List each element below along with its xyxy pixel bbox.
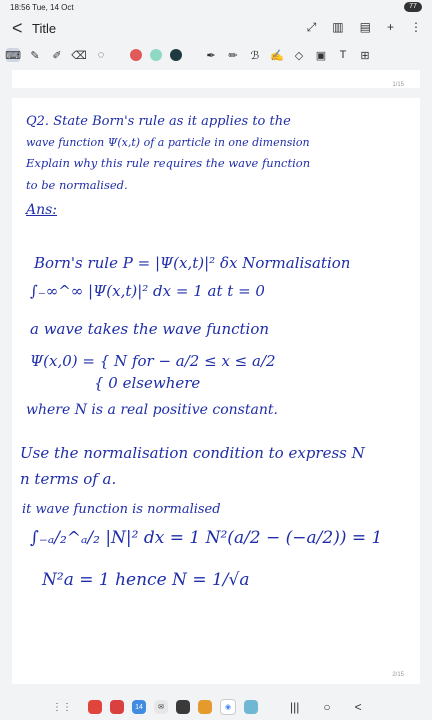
answer-line-6: where N is a real positive constant. bbox=[26, 402, 278, 418]
header-actions bbox=[307, 20, 422, 35]
add-icon[interactable]: + bbox=[386, 20, 394, 34]
app-icon-2[interactable] bbox=[110, 700, 124, 714]
marker-icon[interactable]: ✍ bbox=[270, 49, 284, 62]
answer-line-9: it wave function is normalised bbox=[22, 502, 221, 517]
eraser-icon[interactable]: ⌫ bbox=[71, 49, 87, 62]
pen-style-icon[interactable]: ✒ bbox=[206, 49, 216, 62]
back-nav-button[interactable]: < bbox=[354, 700, 362, 714]
recents-button[interactable]: ||| bbox=[290, 700, 300, 714]
app-icon-8[interactable] bbox=[244, 700, 258, 714]
image-icon[interactable]: ▣ bbox=[315, 49, 327, 62]
app-icon-1[interactable] bbox=[88, 700, 102, 714]
battery-icon: 77 bbox=[404, 2, 422, 12]
status-time: 18:56 Tue, 14 Oct bbox=[10, 3, 74, 12]
note-page-2[interactable] bbox=[12, 98, 420, 684]
answer-line-4: Ψ(x,0) = { N for − a/2 ≤ x ≤ a/2 bbox=[30, 352, 276, 370]
answer-line-11: N²a = 1 hence N = 1/√a bbox=[42, 570, 250, 590]
color-red[interactable] bbox=[130, 49, 142, 61]
answer-line-10: ∫₋ₐ/₂^ₐ/₂ |N|² dx = 1 N²(a/2 − (−a/2)) = 1 bbox=[30, 528, 383, 548]
pencil-icon[interactable]: ✏ bbox=[228, 49, 238, 62]
answer-line-5: { 0 elsewhere bbox=[94, 374, 201, 392]
question-line-4: to be normalised. bbox=[26, 178, 128, 192]
app-icon-6[interactable] bbox=[198, 700, 212, 714]
app-grid-icon[interactable]: ⋮⋮ bbox=[52, 701, 72, 713]
book-icon[interactable]: ▥ bbox=[332, 20, 344, 34]
pen-icon[interactable]: ✎ bbox=[30, 49, 40, 62]
back-button[interactable]: < bbox=[12, 18, 23, 38]
color-teal[interactable] bbox=[150, 49, 162, 61]
page-number: 1/15 bbox=[392, 82, 404, 88]
drawing-toolbar bbox=[0, 44, 432, 66]
app-header bbox=[0, 16, 432, 42]
page-number: 2/15 bbox=[392, 672, 404, 678]
expand-icon[interactable]: ⤢ bbox=[306, 20, 317, 34]
grid-icon[interactable]: ⊞ bbox=[360, 49, 370, 62]
text-icon[interactable]: T bbox=[339, 49, 347, 61]
answer-line-8: n terms of a. bbox=[20, 470, 117, 488]
chrome-icon[interactable]: ◉ bbox=[220, 699, 236, 715]
note-title[interactable]: Title bbox=[32, 21, 57, 36]
note-page-1[interactable] bbox=[12, 70, 420, 88]
answer-line-7: Use the normalisation condition to express N bbox=[20, 444, 365, 462]
question-line-3: Explain why this rule requires the wave function bbox=[26, 156, 311, 170]
page-icon[interactable]: ▤ bbox=[359, 20, 371, 34]
question-line-2: wave function Ψ(x,t) of a particle in one dimension bbox=[26, 136, 310, 149]
home-button[interactable]: ○ bbox=[323, 700, 331, 714]
highlighter-icon[interactable]: ✐ bbox=[52, 49, 62, 62]
brush-icon[interactable]: ℬ bbox=[250, 49, 260, 62]
status-bar bbox=[0, 0, 432, 14]
answer-label: Ans: bbox=[26, 202, 58, 218]
calendar-icon[interactable]: 14 bbox=[132, 700, 146, 714]
answer-line-1: Born's rule P = |Ψ(x,t)|² δx Normalisation bbox=[34, 254, 351, 272]
app-icon-4[interactable]: ✉ bbox=[154, 700, 168, 714]
system-nav-bar bbox=[0, 694, 432, 720]
answer-line-2: ∫₋∞^∞ |Ψ(x,t)|² dx = 1 at t = 0 bbox=[30, 282, 265, 300]
question-line-1: Q2. State Born's rule as it applies to the bbox=[26, 114, 291, 129]
keyboard-icon[interactable]: ⌨ bbox=[5, 49, 21, 62]
answer-line-3: a wave takes the wave function bbox=[30, 320, 270, 338]
shape-icon[interactable]: ◇ bbox=[294, 49, 304, 62]
lasso-icon[interactable]: ◌ bbox=[97, 49, 105, 61]
app-icon-5[interactable] bbox=[176, 700, 190, 714]
color-dark[interactable] bbox=[170, 49, 182, 61]
more-icon[interactable]: ⋮ bbox=[410, 20, 422, 34]
